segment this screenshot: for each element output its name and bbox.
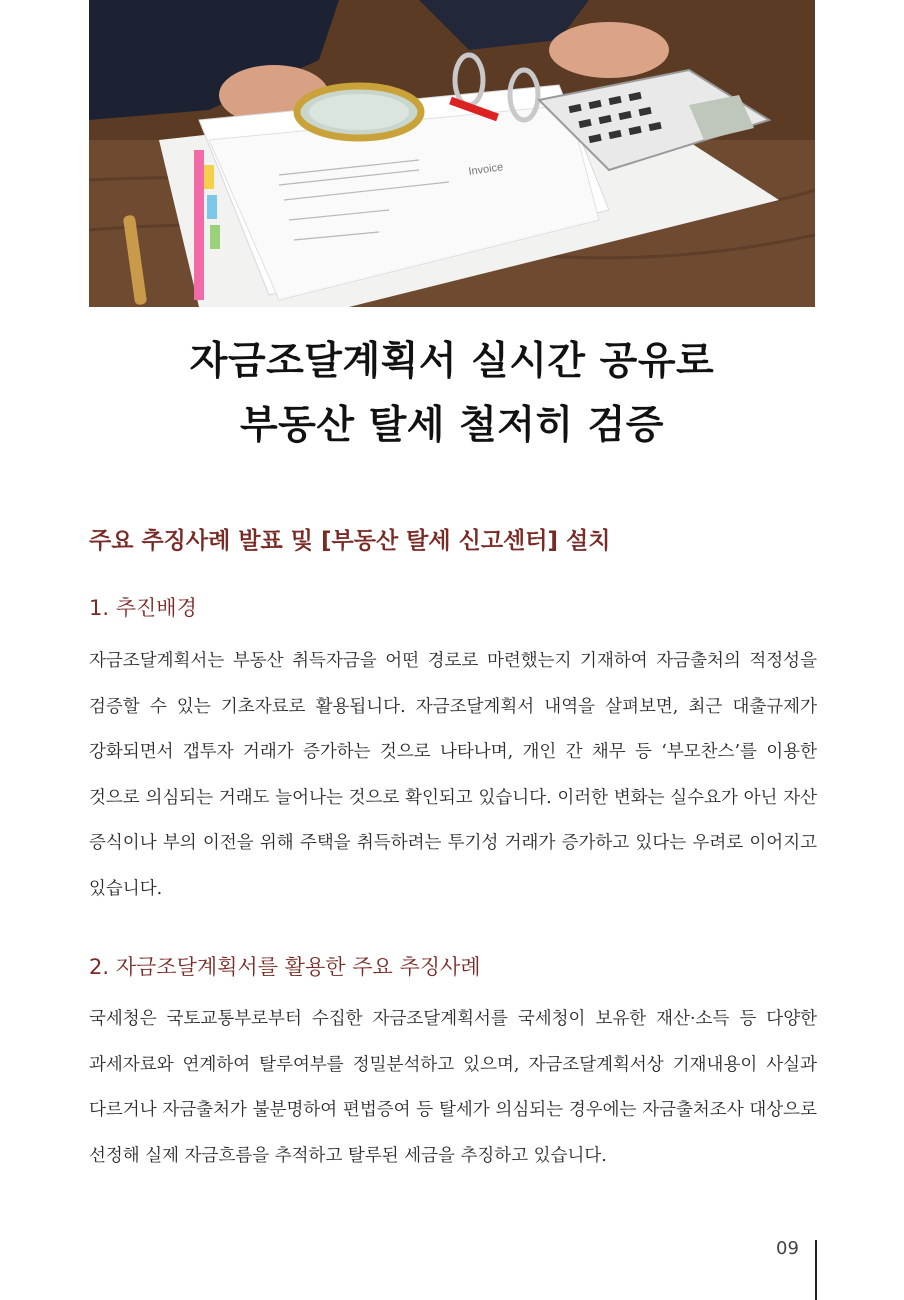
section-subtitle: 주요 추징사례 발표 및 [부동산 탈세 신고센터] 설치 (89, 528, 611, 554)
page-number-divider (815, 1240, 817, 1300)
hero-illustration (89, 0, 815, 307)
page-number: 09 (776, 1238, 799, 1259)
title-line-2: 부동산 탈세 철저히 검증 (240, 403, 664, 448)
section-2-heading: 2. 자금조달계획서를 활용한 주요 추징사례 (89, 955, 481, 979)
section-1-body: 자금조달계획서는 부동산 취득자금을 어떤 경로로 마련했는지 기재하여 자금출처의 적정성을 검증할 수 있는 기초자료로 활용됩니다. 자금조달계획서 내역을 살펴보면, 최근 대출규제가 강화되면서 갭투자 거래가 증가하는 것으로 나타나며, 개인 간 채무 등 ‘부모찬스’를 이용한 것으로 의심되는 거래도 늘어나는 것으로 확인되고 있습니다. 이러한 변화는 실수요가 아닌 자산 증식이나 부의 이전을 위해 주택을 취득하려는 투기성 거래가 증가하고 있다는 우려로 이어지고 있습니다. (89, 651, 817, 899)
title-line-1: 자금조달계획서 실시간 공유로 (189, 339, 715, 384)
section-2-body: 국세청은 국토교통부로부터 수집한 자금조달계획서를 국세청이 보유한 재산·소득 등 다양한 과세자료와 연계하여 탈루여부를 정밀분석하고 있으며, 자금조달계획서상 기재내용이 사실과 다르거나 자금출처가 불분명하여 편법증여 등 탈세가 의심되는 경우에는 자금출처조사 대상으로 선정해 실제 자금흐름을 추적하고 탈루된 세금을 추징하고 있습니다. (89, 1009, 817, 1166)
hero-photo (89, 0, 815, 307)
svg-text:Invoice: Invoice (467, 161, 504, 178)
section-1-heading: 1. 추진배경 (89, 596, 197, 620)
page-title (0, 330, 904, 458)
